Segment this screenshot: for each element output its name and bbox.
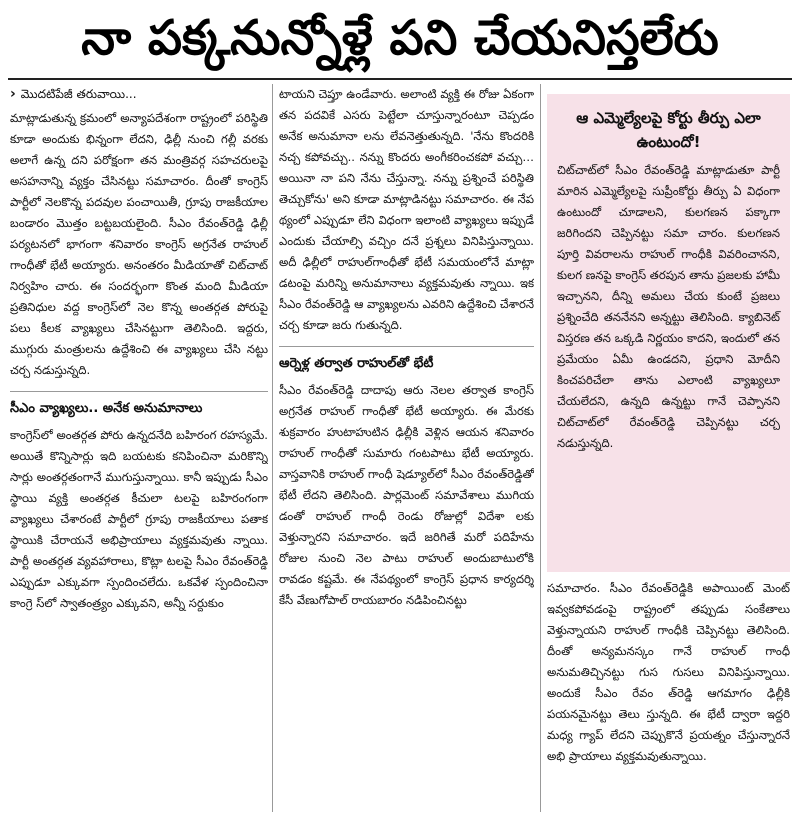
column-divider bbox=[540, 84, 541, 812]
subheading: ఆర్నెళ్ల తర్వాత రాహుల్‌తో భేటీ bbox=[279, 346, 534, 374]
column-3 bbox=[547, 578, 790, 812]
headline: నా పక్కనున్నోళ్లే పని చేయనిస్తలేరు bbox=[81, 10, 719, 66]
body-paragraph: మాట్లాడుతున్న క్రమంలో అన్యాపదేశంగా రాష్ట్రంలో పరిస్థితి కూడా అందుకు భిన్నంగా లేదని, ఢిల్లీ నుంచి గల్లీ వరకు అలాగే ఉన్న దని పరోక్షంగా తన మంత్రివర్గ సహచరులపై అసహనాన్ని వ్యక్తం చేసినట్టు సమాచారం. దీంతో కాంగ్రెస్ పార్టీలో నెలకొన్న పదవుల పంచాయితీ, గ్రూపు రాజకీయాల బండారం మొత్తం బట్టబయలైంది. సీఎం రేవంత్‌రెడ్డి ఢిల్లీ పర్యటనలో భాగంగా శనివారం కాంగ్రెస్ అగ్రనేత రాహుల్ గాంధీతో భేటీ అయ్యారు. అనంతరం మీడియాతో చిట్‌చాట్ నిర్వహిం చారు. ఈ సందర్భంగా కొంత మంది మీడియా ప్రతినిధుల వద్ద కాంగ్రెస్‌లో నెల కొన్న అంతర్గత పోరుపై పలు కీలక వ్యాఖ్యలు చేసినట్టుగా తెలిసింది. ఇద్దరు, ముగ్గురు మంత్రులను ఉద్దేశించి ఈ వ్యాఖ్యలు చేసి నట్టు చర్చ నడుస్తున్నది. bbox=[10, 111, 268, 377]
column-2 bbox=[279, 84, 534, 812]
subheading: సీఎం వ్యాఖ్యలు.. అనేక అనుమానాలు bbox=[10, 391, 268, 419]
sidebar-box-title: ఆ ఎమ్మెల్యేలపై కోర్టు తీర్పు ఎలా ఉంటుందో! bbox=[576, 109, 761, 151]
headline-rule bbox=[8, 78, 792, 80]
body-paragraph: సమాచారం. సీఎం రేవంత్‌రెడ్డికి అపాయింట్ మెంట్ ఇవ్వకపోవడంపై రాష్ట్రంలో తప్పుడు సంకేతాలు వెళ్తున్నాయని రాహుల్ గాంధీకి చెప్పినట్టు తెలిసింది. దీంతో అన్యమనస్కం గానే రాహుల్ గాంధీ అనుమతిచ్చినట్టు గుస గుసలు వినిపిస్తున్నాయి. అందుకే సీఎం రేవం త్‌రెడ్డి ఆగమాగం ఢిల్లీకి పయనమైనట్టు తెలు స్తున్నది. ఈ భేటీ ద్వారా ఇద్దరి మధ్య గ్యాప్ లేదని చెప్పుకొనే ప్రయత్నం చేస్తున్నారనే అభి ప్రాయాలు వ్యక్తమవుతున్నాయి. bbox=[547, 581, 790, 763]
body-paragraph: కాంగ్రెస్‌లో అంతర్గత పోరు ఉన్నదనేది బహిరంగ రహస్యమే. అయితే కొన్నిసార్లు ఇది బయటకు కనిపించినా మరికొన్ని సార్లు అంతర్గతంగానే ముగుస్తున్నాయి. కానీ ఇప్పుడు సీఎం స్థాయి వ్యక్తి అంతర్గత కీచులా టలపై బహిరంగంగా వ్యాఖ్యలు చేశారంటే పార్టీలో గ్రూపు రాజకీయాలు పతాక స్థాయికి చేరాయనే అభిప్రాయాలు వ్యక్తమవుతు న్నాయి. పార్టీ అంతర్గత వ్యవహారాలు, కొట్లా టలపై సీఎం రేవంత్‌రెడ్డి ఎప్పుడూ ఎక్కువగా స్పందించలేదు. ఒకవేళ స్పందించినా కాంగ్రె స్‌లో స్వాతంత్ర్యం ఎక్కువని, అన్నీ సర్దుకుం bbox=[10, 428, 268, 610]
continuation-marker bbox=[10, 84, 268, 105]
continuation-label: మొదటిపేజీ తరువాయి... bbox=[20, 87, 137, 101]
column-1 bbox=[10, 84, 268, 812]
chevron-right-icon: › bbox=[10, 86, 16, 102]
column-divider bbox=[272, 84, 273, 812]
body-paragraph: టాయని చెప్తూ ఉండేవారు. అలాంటి వ్యక్తి ఈ రోజు ఏకంగా తన పదవికే ఎసరు పెట్టేలా చూస్తున్నారంటూ చెప్పడం అనేక అనుమానా లను లేవనెత్తుతున్నది. 'నేను కొందరికి నచ్చ కపోవచ్చు.. నన్ను కొందరు అంగీకరించకపో వచ్చు… అయినా నా పని నేను చేస్తున్నా. నన్ను ప్రశ్నించే పరిస్థితి తెచ్చుకోను' అని కూడా మాట్లాడినట్టు సమాచారం. ఈ నేప థ్యంలో ఎప్పుడూ లేని విధంగా ఇలాంటి వ్యాఖ్యలు ఇప్పుడే ఎందుకు చేయాల్సి వచ్చిం దనే ప్రశ్నలు వినిపిస్తున్నాయి. అదీ ఢిల్లీలో రాహుల్‌గాంధీతో భేటీ సమయంలోనే మాట్లా డటంపై మరిన్ని అనుమానాలు వ్యక్తమవుతు న్నాయి. ఇక సీఎం రేవంత్‌రెడ్డి ఆ వ్యాఖ్యలను ఎవరిని ఉద్దేశించి చేశారనే చర్చ కూడా జరు గుతున్నది. bbox=[279, 87, 534, 332]
body-paragraph: సీఎం రేవంత్‌రెడ్డి దాదాపు ఆరు నెలల తర్వాత కాంగ్రెస్ అగ్రనేత రాహుల్ గాంధీతో భేటీ అయ్యారు. ఈ మేరకు శుక్రవారం హుటాహుటిన ఢిల్లీకి వెళ్లిన ఆయన శనివారం రాహుల్ గాంధీతో సుమారు గంటపాటు భేటీ అయ్యారు. వాస్తవానికి రాహుల్ గాంధీ షెడ్యూల్‌లో సీఎం రేవంత్‌రెడ్డితో భేటీ లేదని తెలిసింది. పార్లమెంట్ సమావేశాలు ముగియ డంతో రాహుల్ గాంధీ రెండు రోజుల్లో విదేశా లకు వెళ్తున్నారని సమాచారం. ఇదే జరిగితే మరో పదిహేను రోజుల నుంచి నెల పాటు రాహుల్ అందుబాటులోకి రావడం కష్టమే. ఈ నేపథ్యంలో కాంగ్రెస్ ప్రధాన కార్యదర్శి కేసీ వేణుగోపాల్ రాయబారం నడిపించినట్టు bbox=[279, 383, 534, 607]
sidebar-box bbox=[547, 94, 790, 572]
sidebar-box-body: చిట్‌చాట్‌లో సీఎం రేవంత్‌రెడ్డి మాట్లాడుతూ పార్టీ మారిన ఎమ్మెల్యేలపై సుప్రీంకోర్టు తీర్పు ఏ విధంగా ఉంటుందో చూడాలని, కులగణన పక్కాగా జరిగిందని చెప్పినట్టు సమా చారం. కులగణన పూర్తి వివరాలను రాహుల్ గాంధీకి వివరించానని, కులగ ణనపై కాంగ్రెస్ తరపున తాను ప్రజలకు హామీ ఇచ్చానని, దీన్ని అమలు చేయ కుంటే ప్రజలు ప్రశ్నించేది తననేనని అన్నట్టు తెలిసింది. క్యాబినెట్ విస్తరణ తన ఒక్కడి నిర్ణయం కాదని, ఇందులో తన ప్రమేయం ఏమీ ఉండదని, ప్రధాని మోదీని కించపరిచేలా తాను ఎలాంటి వ్యాఖ్యలూ చేయలేదని, ఉన్నది ఉన్నట్టు గానే చెప్పానని చిట్‌చాట్‌లో రేవంత్‌రెడ్డి చెప్పినట్టు చర్చ నడుస్తున్నది. bbox=[557, 163, 780, 450]
